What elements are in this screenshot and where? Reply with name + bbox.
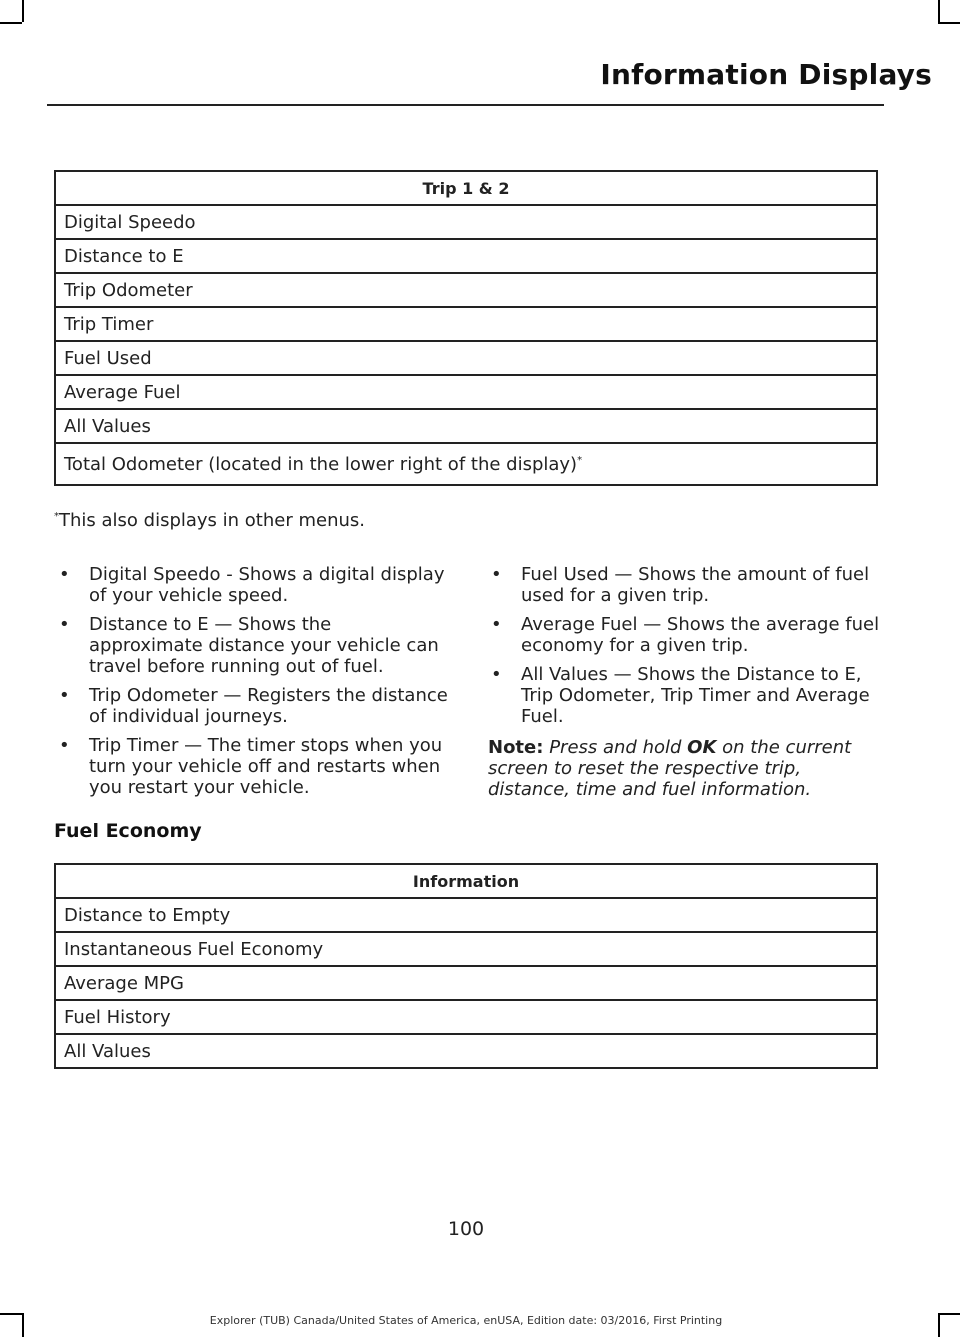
section-heading: Fuel Economy (54, 820, 202, 842)
list-item (488, 664, 880, 727)
table-cell: Fuel History (55, 1000, 877, 1034)
table-cell: Distance to Empty (55, 898, 877, 932)
list-item (56, 614, 448, 677)
table-cell: Digital Speedo (55, 205, 877, 239)
footnote-text: This also displays in other menus. (59, 510, 365, 531)
table-cell: Average MPG (55, 966, 877, 1000)
fuel-economy-table (54, 863, 878, 1069)
table-row (55, 307, 877, 341)
table-cell: Distance to E (55, 239, 877, 273)
trip-table (54, 170, 878, 486)
list-item-text: Fuel Used — Shows the amount of fuel used for a given trip. (521, 564, 870, 606)
note-text: Press and hold (549, 737, 682, 758)
list-item-text: All Values — Shows the Distance to E, Trip Odometer, Trip Timer and Average Fuel. (521, 664, 870, 727)
table-row (55, 375, 877, 409)
list-item (56, 735, 448, 798)
list-item-text: Digital Speedo - Shows a digital display of your vehicle speed. (89, 564, 445, 606)
table-cell: Average Fuel (55, 375, 877, 409)
list-item-text: Average Fuel — Shows the average fuel economy for a given trip. (521, 614, 880, 656)
table-heading: Information (55, 864, 877, 898)
footnote-mark: * (54, 511, 59, 522)
table-row (55, 1000, 877, 1034)
table-row (55, 239, 877, 273)
crop-mark (22, 0, 24, 22)
note-label: Note: (488, 737, 544, 758)
list-item (488, 564, 880, 606)
cell-text: Total Odometer (located in the lower right of the display) (64, 453, 578, 475)
table-row (55, 443, 877, 485)
bullet-glyph: • (59, 735, 70, 756)
crop-mark (0, 22, 22, 24)
crop-mark (938, 1313, 960, 1315)
table-row (55, 966, 877, 1000)
table-cell: All Values (55, 1034, 877, 1068)
list-item (56, 564, 448, 606)
table-cell: Trip Odometer (55, 273, 877, 307)
note (488, 737, 880, 800)
list-item-text: Trip Odometer — Registers the distance of individual journeys. (89, 685, 448, 727)
table-row (55, 898, 877, 932)
bullet-glyph: • (59, 685, 70, 706)
note-key: OK (687, 737, 717, 758)
footnote-mark: * (577, 454, 583, 466)
crop-mark (938, 22, 960, 24)
bullet-glyph: • (59, 564, 70, 585)
table-cell (55, 443, 877, 485)
page-title: Information Displays (600, 58, 932, 91)
bullet-glyph: • (59, 614, 70, 635)
table-cell: Fuel Used (55, 341, 877, 375)
table-cell: Trip Timer (55, 307, 877, 341)
right-column (488, 564, 880, 800)
table-heading: Trip 1 & 2 (55, 171, 877, 205)
list-item-text: Trip Timer — The timer stops when you turn your vehicle off and restarts when you restart your vehicle. (89, 735, 443, 798)
footnote (54, 510, 365, 531)
note-text: on the current screen to reset the respective trip, distance, time and fuel information. (488, 737, 852, 800)
table-header-row (55, 171, 877, 205)
list-item (488, 614, 880, 656)
table-row (55, 409, 877, 443)
table-cell: All Values (55, 409, 877, 443)
footer-text: Explorer (TUB) Canada/United States of America, enUSA, Edition date: 03/2016, First Printing (209, 1314, 723, 1327)
header-divider (47, 104, 884, 106)
left-column (56, 564, 448, 806)
bullet-glyph: • (491, 564, 502, 585)
table-cell: Instantaneous Fuel Economy (55, 932, 877, 966)
bullet-glyph: • (491, 664, 502, 685)
table-row (55, 205, 877, 239)
table-header-row (55, 864, 877, 898)
list-item-text: Distance to E — Shows the approximate distance your vehicle can travel before running out of fuel. (89, 614, 439, 677)
bullet-glyph: • (491, 614, 502, 635)
crop-mark (938, 1313, 940, 1337)
crop-mark (938, 0, 940, 22)
table-row (55, 341, 877, 375)
list-item (56, 685, 448, 727)
table-row (55, 273, 877, 307)
page-number: 100 (447, 1218, 485, 1240)
table-row (55, 1034, 877, 1068)
table-row (55, 932, 877, 966)
